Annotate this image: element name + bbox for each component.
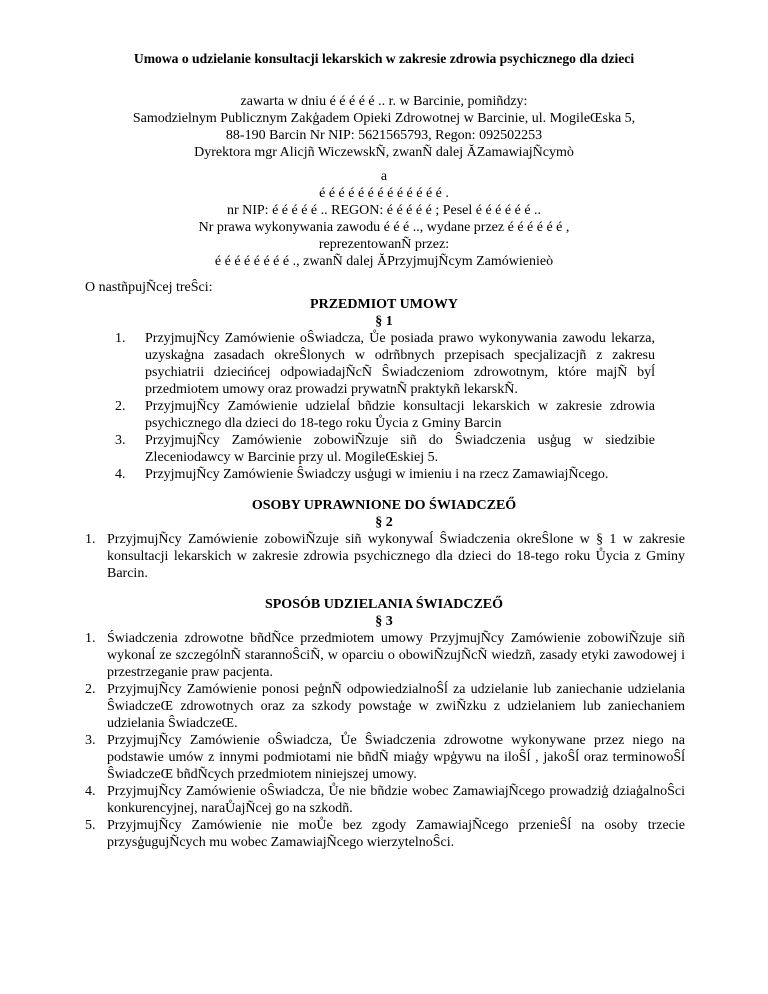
clause-text: PrzyjmujÑcy Zamówienie oŜwiadcza, Ůe nie bñdzie wobec ZamawiajÑcego prowadziģ dziaģalnoŜci konkurencyjnej, naraŮajÑcej go na szkodñ. [107, 784, 685, 816]
clause-item [115, 398, 655, 432]
clause-list [115, 330, 655, 483]
clause-item [115, 330, 655, 398]
clause-list [85, 630, 685, 851]
header-line: Samodzielnym Publicznym Zakģadem Opieki Zdrowotnej w Barcinie, ul. MogileŒska 5, [132, 111, 636, 126]
clause-text: PrzyjmujÑcy Zamówienie zobowiÑzuje siñ wykonywaĺ Ŝwiadczenia okreŜlone w § 1 w zakresie konsultacji lekarskich w zakresie zdrowia psychicznego dla dzieci do 18-tego roku Ůycia z Gminy Barcin. [107, 532, 685, 581]
clause-text: PrzyjmujÑcy Zamówienie oŜwiadcza, Ůe Ŝwiadczenia zdrowotne wykonywane przez niego na podstawie umów z innymi podmiotami nie bñdÑ miaģy wpģywu na iloŜĺ , jakoŜĺ oraz terminowoŜĺ ŜwiadczeŒ bñdÑcych przedmiotem niniejszej umowy. [107, 733, 685, 782]
section-przedmiot-umowy [0, 296, 768, 483]
clause-item [85, 817, 685, 851]
clause-number: 1. [85, 532, 96, 547]
clause-text: PrzyjmujÑcy Zamówienie nie moŮe bez zgody ZamawiajÑcego przenieŜĺ na osoby trzecie przysģugujÑcych mu wobec ZamawiajÑcego wierzytelnoŜci. [107, 818, 685, 850]
clause-number: 4. [115, 467, 126, 482]
header-line: zawarta w dniu é é é é é .. r. w Barcinie, pomiñdzy: [240, 94, 528, 109]
clause-item [115, 432, 655, 466]
connector-text: a [380, 169, 388, 184]
intro-text: O nastñpujÑcej treŜci: [85, 280, 213, 295]
clause-list [85, 531, 685, 582]
paragraph-number: § 2 [375, 515, 393, 530]
clause-item [85, 681, 685, 732]
section-heading: SPOSÓB UDZIELANIA ŚWIADCZEŐ [264, 597, 504, 612]
clause-item [85, 783, 685, 817]
contractor-line: reprezentowanÑ przez: [318, 237, 450, 252]
clause-text: PrzyjmujÑcy Zamówienie ponosi peģnÑ odpowiedzialnoŜĺ za udzielanie lub zaniechanie udzielania ŜwiadczeŒ zdrowotnych oraz za szkody powstaģe w zwiÑzku z udzielaniem lub zaniechaniem udzielania ŜwiadczeŒ. [107, 682, 685, 731]
section-heading: OSOBY UPRAWNIONE DO ŚWIADCZEŐ [251, 498, 517, 513]
contractor-block [0, 168, 768, 270]
clause-number: 3. [115, 433, 126, 448]
section-osoby-uprawnione [0, 497, 768, 582]
contractor-line: Nr prawa wykonywania zawodu é é é .., wydane przez é é é é é é , [198, 220, 570, 235]
section-sposob-udzielania [0, 596, 768, 851]
clause-item [85, 630, 685, 681]
document-title: Umowa o udzielanie konsultacji lekarskich w zakresie zdrowia psychicznego dla dzieci [133, 51, 635, 66]
paragraph-number: § 1 [375, 314, 393, 329]
clause-number: 1. [85, 631, 96, 646]
clause-text: PrzyjmujÑcy Zamówienie udzielaĺ bñdzie konsultacji lekarskich w zakresie zdrowia psychicznego dla dzieci do 18-tego roku Ůycia z Gminy Barcin [145, 399, 655, 431]
paragraph-number: § 3 [375, 614, 393, 629]
clause-number: 2. [115, 399, 126, 414]
clause-item [85, 531, 685, 582]
contractor-line: é é é é é é é é ., zwanÑ dalej ĂPrzyjmujÑcym Zamówienieò [214, 254, 554, 269]
clause-text: Świadczenia zdrowotne bñdÑce przedmiotem umowy PrzyjmujÑcy Zamówienie zobowiÑzuje siñ wykonaĺ ze szczególnÑ starannoŜciÑ, w oparciu o obowiÑzujÑcÑ wiedzñ, zasady etyki zawodowej i przestrzeganie praw pacjenta. [107, 631, 685, 680]
clause-text: PrzyjmujÑcy Zamówienie oŜwiadcza, Ůe posiada prawo wykonywania zawodu lekarza, uzyskaģna zasadach okreŜlonych w odrñbnych przepisach specjalizacjñ z zakresu psychiatrii dziecińcej odpowiadajÑcÑ Ŝwiadczeniom zdrowotnym, które majÑ byĺ przedmiotem umowy oraz prowadzi prywatnÑ praktykñ lekarskÑ. [145, 331, 655, 397]
header-line: Dyrektora mgr Alicjñ WiczewskÑ, zwanÑ dalej ĂZamawiajÑcymò [194, 145, 574, 160]
clause-text: PrzyjmujÑcy Zamówienie Ŝwiadczy usģugi w imieniu i na rzecz ZamawiajÑcego. [145, 467, 609, 482]
clause-number: 1. [115, 331, 126, 346]
clause-number: 3. [85, 733, 96, 748]
header-line: 88-190 Barcin Nr NIP: 5621565793, Regon: 092502253 [225, 128, 543, 143]
contract-parties-header [0, 93, 768, 161]
clause-number: 4. [85, 784, 96, 799]
contractor-line: nr NIP: é é é é é .. REGON: é é é é é ; Pesel é é é é é é .. [226, 203, 542, 218]
clause-item [85, 732, 685, 783]
clause-text: PrzyjmujÑcy Zamówienie zobowiÑzuje siñ do Ŝwiadczenia usģug w siedzibie Zleceniodawcy w Barcinie przy ul. MogileŒskiej 5. [145, 433, 655, 465]
clause-number: 2. [85, 682, 96, 697]
section-heading: PRZEDMIOT UMOWY [310, 297, 458, 312]
clause-number: 5. [85, 818, 96, 833]
clause-item [115, 466, 655, 483]
contractor-line: é é é é é é é é é é é é é . [319, 186, 449, 201]
